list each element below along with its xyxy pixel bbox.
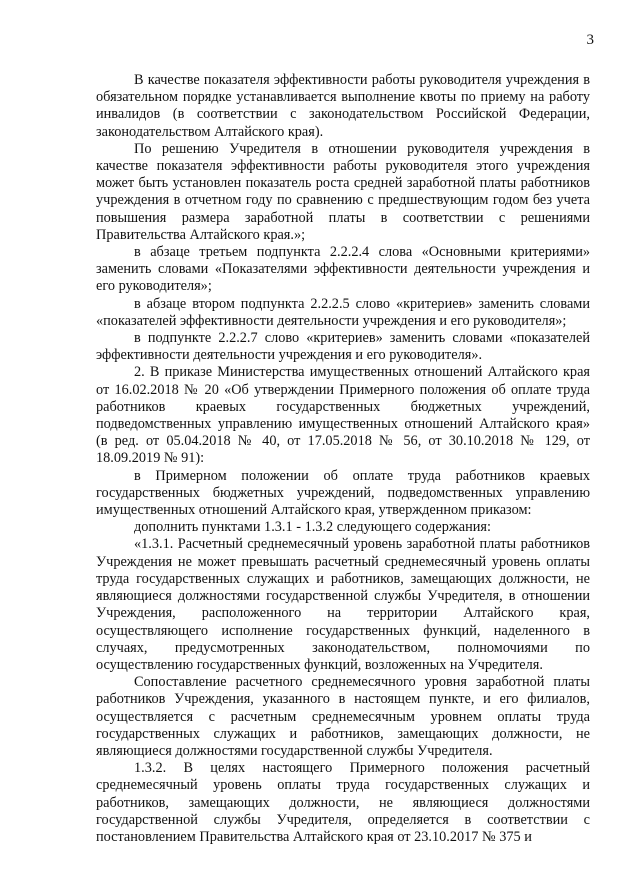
paragraph-salary-growth-indicator: По решению Учредителя в отношении руководителя учреждения в качестве показателя эффективности работы руководителя этого учреждения может быть установлен показатель роста средней заработной платы работников учреждения в отчетном году по сравнению с предшествующим годом без учета повышения размера заработной платы в соответствии с решениями Правительства Алтайского края.»; (96, 140, 590, 243)
paragraph-quota-indicator: В качестве показателя эффективности работы руководителя учреждения в обязательном порядке устанавливается выполнение квоты по приему на работу инвалидов (в соответствии с законодательством Российской Федерации, законодательством Алтайского края). (96, 72, 590, 140)
page-number: 3 (586, 32, 594, 48)
paragraph-amend-2-2-2-5: в абзаце втором подпункта 2.2.2.5 слово «критериев» заменить словами «показателей эффективности деятельности учреждения и его руководителя»; (96, 295, 590, 329)
paragraph-order-20: 2. В приказе Министерства имущественных отношений Алтайского края от 16.02.2018 № 20 «Об утверждении Примерного положения об оплате труда работников краевых государственных бюджетных учреждений, подведомственных управлению имущественных отношений Алтайского края» (в ред. от 05.04.2018 № 40, от 17.05.2018 № 56, от 30.10.2018 № 129, от 18.09.2019 № 91): (96, 364, 590, 467)
paragraph-add-items: дополнить пунктами 1.3.1 - 1.3.2 следующего содержания: (134, 519, 491, 536)
paragraph-comparison: Сопоставление расчетного среднемесячного уровня заработной платы работников Учреждения, указанного в настоящем пункте, и его филиалов, осуществляется с расчетным среднемесячным уровнем оплаты труда государственных служащих и работников, замещающих должности, не являющиеся должностями государственной службы Учредителя. (96, 674, 590, 759)
paragraph-amend-2-2-2-7: в подпункте 2.2.2.7 слово «критериев» заменить словами «показателей эффективности деятельности учреждения и его руководителя». (96, 330, 590, 364)
paragraph-item-1-3-1: «1.3.1. Расчетный среднемесячный уровень заработной платы работников Учреждения не может превышать расчетный среднемесячный уровень оплаты труда государственных служащих и работников, замещающих должности, не являющиеся должностями государственной службы Учредителя, в отношении Учреждения, расположенного на территории Алтайского края, осуществляющего исполнение государственных функций, наделенного в случаях, предусмотренных законодательством, полномочиями по осуществлению государственных функций, возложенных на Учредителя. (96, 536, 590, 673)
paragraph-model-regulation: в Примерном положении об оплате труда работников краевых государственных бюджетных учреждений, подведомственных управлению имущественных отношений Алтайского края, утвержденном приказом: (96, 467, 590, 519)
paragraph-amend-2-2-2-4: в абзаце третьем подпункта 2.2.2.4 слова «Основными критериями» заменить словами «Показателями эффективности деятельности учреждения и его руководителя»; (96, 244, 590, 295)
paragraph-item-1-3-2: 1.3.2. В целях настоящего Примерного положения расчетный среднемесячный уровень оплаты труда государственных служащих и работников, замещающих должности, не являющиеся должностями государственной службы Учредителя, определяется в соответствии с постановлением Правительства Алтайского края от 23.10.2017 № 375 и (96, 760, 590, 845)
document-body (96, 72, 590, 846)
